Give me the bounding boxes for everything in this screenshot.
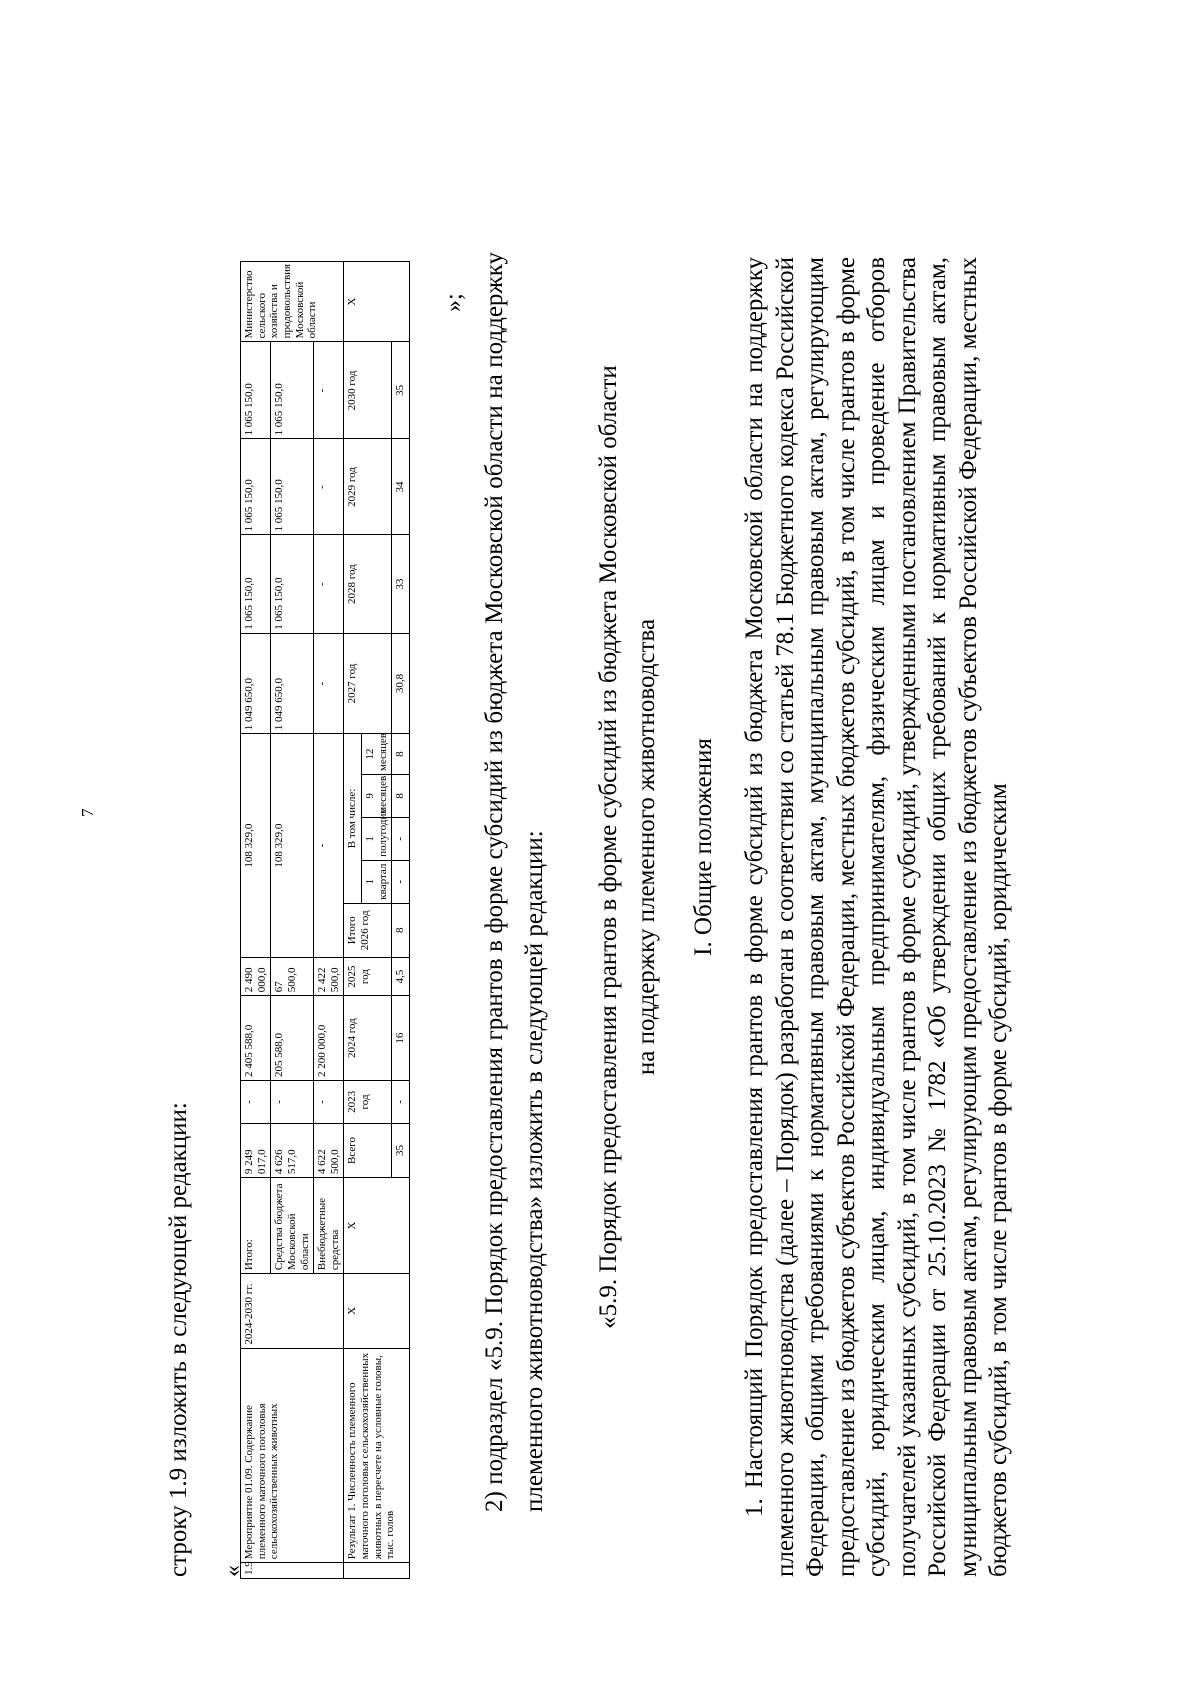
- table-cell: 33: [392, 535, 410, 633]
- result-header: Итого 2026 год: [344, 903, 392, 957]
- result-header: 2027 год: [344, 633, 392, 734]
- funding-label: Средства бюджета Московской области: [271, 1178, 314, 1274]
- table-cell: X: [344, 262, 410, 342]
- intro-line: строку 1.9 изложить в следующей редакции:: [165, 1102, 192, 1577]
- funding-label: Внебюджетные средства: [314, 1178, 344, 1274]
- table-cell: 2 490 000,0: [241, 957, 271, 995]
- paragraph-2: 2) подраздел «5.9. Порядок предоставления грантов в форме субсидий из бюджета Московской области на поддержку племенного животноводства» изложить в следующей редакции:: [481, 252, 548, 1512]
- table-cell: 16: [392, 996, 410, 1081]
- funding-table: [240, 261, 410, 1579]
- table-cell: 108 329,0: [271, 734, 314, 958]
- table-cell: X: [344, 1274, 410, 1349]
- result-header: 2030 год: [344, 342, 392, 439]
- result-header: 1 квартал: [362, 860, 392, 903]
- event-period: 2024-2030 гг.: [241, 1274, 344, 1349]
- table-cell: 8: [392, 734, 410, 775]
- table-cell: 1 065 150,0: [271, 535, 314, 633]
- opening-quote: «: [220, 1565, 246, 1577]
- table-row: [344, 262, 362, 1579]
- table-cell: 4 622 500,0: [314, 1123, 344, 1177]
- result-header: 9 месяцев: [362, 774, 392, 817]
- table-cell: 2 200 000,0: [314, 996, 344, 1081]
- table-cell: 4,5: [392, 957, 410, 995]
- row-number: 1.9: [241, 1563, 344, 1579]
- table-cell: 1 065 150,0: [271, 342, 314, 439]
- table-cell: 1 065 150,0: [241, 342, 271, 439]
- table-cell: 1 049 650,0: [271, 633, 314, 734]
- table-cell: 30,8: [392, 633, 410, 734]
- table-cell: 8: [392, 903, 410, 957]
- result-header: 2023 год: [344, 1080, 392, 1123]
- table-cell: 9 249 017,0: [241, 1123, 271, 1177]
- table-cell: 2 405 588,0: [241, 996, 271, 1081]
- table-cell: -: [392, 817, 410, 860]
- table-cell: -: [314, 439, 344, 535]
- table-cell: -: [271, 1080, 314, 1123]
- table-cell: 4 626 517,0: [271, 1123, 314, 1177]
- table-row: [241, 262, 271, 1579]
- table-cell: 1 049 650,0: [241, 633, 271, 734]
- table-cell: 1 065 150,0: [271, 439, 314, 535]
- result-label: Результат 1. Численность племенного маточного поголовья сельскохозяйственных животных в пересчете на условные головы, тыс. голов: [344, 1348, 410, 1563]
- page-number: 7: [78, 808, 97, 817]
- table-cell: -: [241, 1080, 271, 1123]
- subsection-heading-line-2: на поддержку племенного животноводства: [633, 618, 660, 1076]
- result-header: 2029 год: [344, 439, 392, 535]
- table-cell: -: [392, 1080, 410, 1123]
- result-header: 12 месяцев: [362, 734, 392, 775]
- table-cell: -: [314, 1080, 344, 1123]
- result-header: Всего: [344, 1123, 392, 1177]
- table-cell: 67 500,0: [271, 957, 314, 995]
- result-header: 2024 год: [344, 996, 392, 1081]
- result-header: В том числе:: [344, 734, 362, 903]
- table-cell: 34: [392, 439, 410, 535]
- subsection-heading-line-1: «5.9. Порядок предоставления грантов в форме субсидий из бюджета Московской области: [595, 365, 622, 1329]
- result-header: 2025 год: [344, 957, 392, 995]
- table-cell: 35: [392, 1123, 410, 1177]
- responsible-body: Министерство сельского хозяйства и продовольствия Московской области: [241, 262, 344, 342]
- result-header: 2028 год: [344, 535, 392, 633]
- section-title: I. Общие положения: [690, 738, 717, 956]
- table-cell: X: [344, 1178, 410, 1274]
- result-header: 1 полугодие: [362, 817, 392, 860]
- event-name: Мероприятие 01.09. Содержание племенного маточного поголовья сельскохозяйственных животных: [241, 1348, 344, 1563]
- body-paragraph: 1. Настоящий Порядок предоставления грантов в форме субсидий из бюджета Московской области на поддержку племенного животноводства (далее – Порядок) разработан в соответствии со статьей 78.1 Бюджетного кодекса Российской Федерации, общими требованиями к нормативным правовым актам, муниципальным правовым актам, регулирующим предоставление из бюджетов субъектов Российской Федерации, местных бюджетов субсидий, в том числе грантов в форме субсидий, юридическим лицам, индивидуальным предпринимателям, физическим лицам и проведение отборов получателей указанных субсидий, в том числе грантов в форме субсидий, утвержденными постановлением Правительства Российской Федерации от 25.10.2023 № 1782 «Об утверждении общих требований к нормативным правовым актам, муниципальным правовым актам, регулирующим предоставление из бюджетов субъектов Российской Федерации, местных бюджетов субсидий, в том числе грантов в форме субсидий, юридическим: [741, 257, 1012, 1577]
- table-cell: 8: [392, 774, 410, 817]
- table-cell: 35: [392, 342, 410, 439]
- table-cell: [344, 1563, 410, 1579]
- subsection-heading: [590, 117, 666, 1577]
- closing-quote: »;: [441, 293, 467, 312]
- table-cell: 205 588,0: [271, 996, 314, 1081]
- table-cell: -: [314, 342, 344, 439]
- table-cell: 2 422 500,0: [314, 957, 344, 995]
- table-cell: 1 065 150,0: [241, 535, 271, 633]
- table-cell: 108 329,0: [241, 734, 271, 958]
- table-cell: -: [314, 535, 344, 633]
- table-cell: -: [314, 734, 344, 958]
- table-cell: 1 065 150,0: [241, 439, 271, 535]
- funding-label: Итого:: [241, 1178, 271, 1274]
- table-cell: -: [392, 860, 410, 903]
- table-cell: -: [314, 633, 344, 734]
